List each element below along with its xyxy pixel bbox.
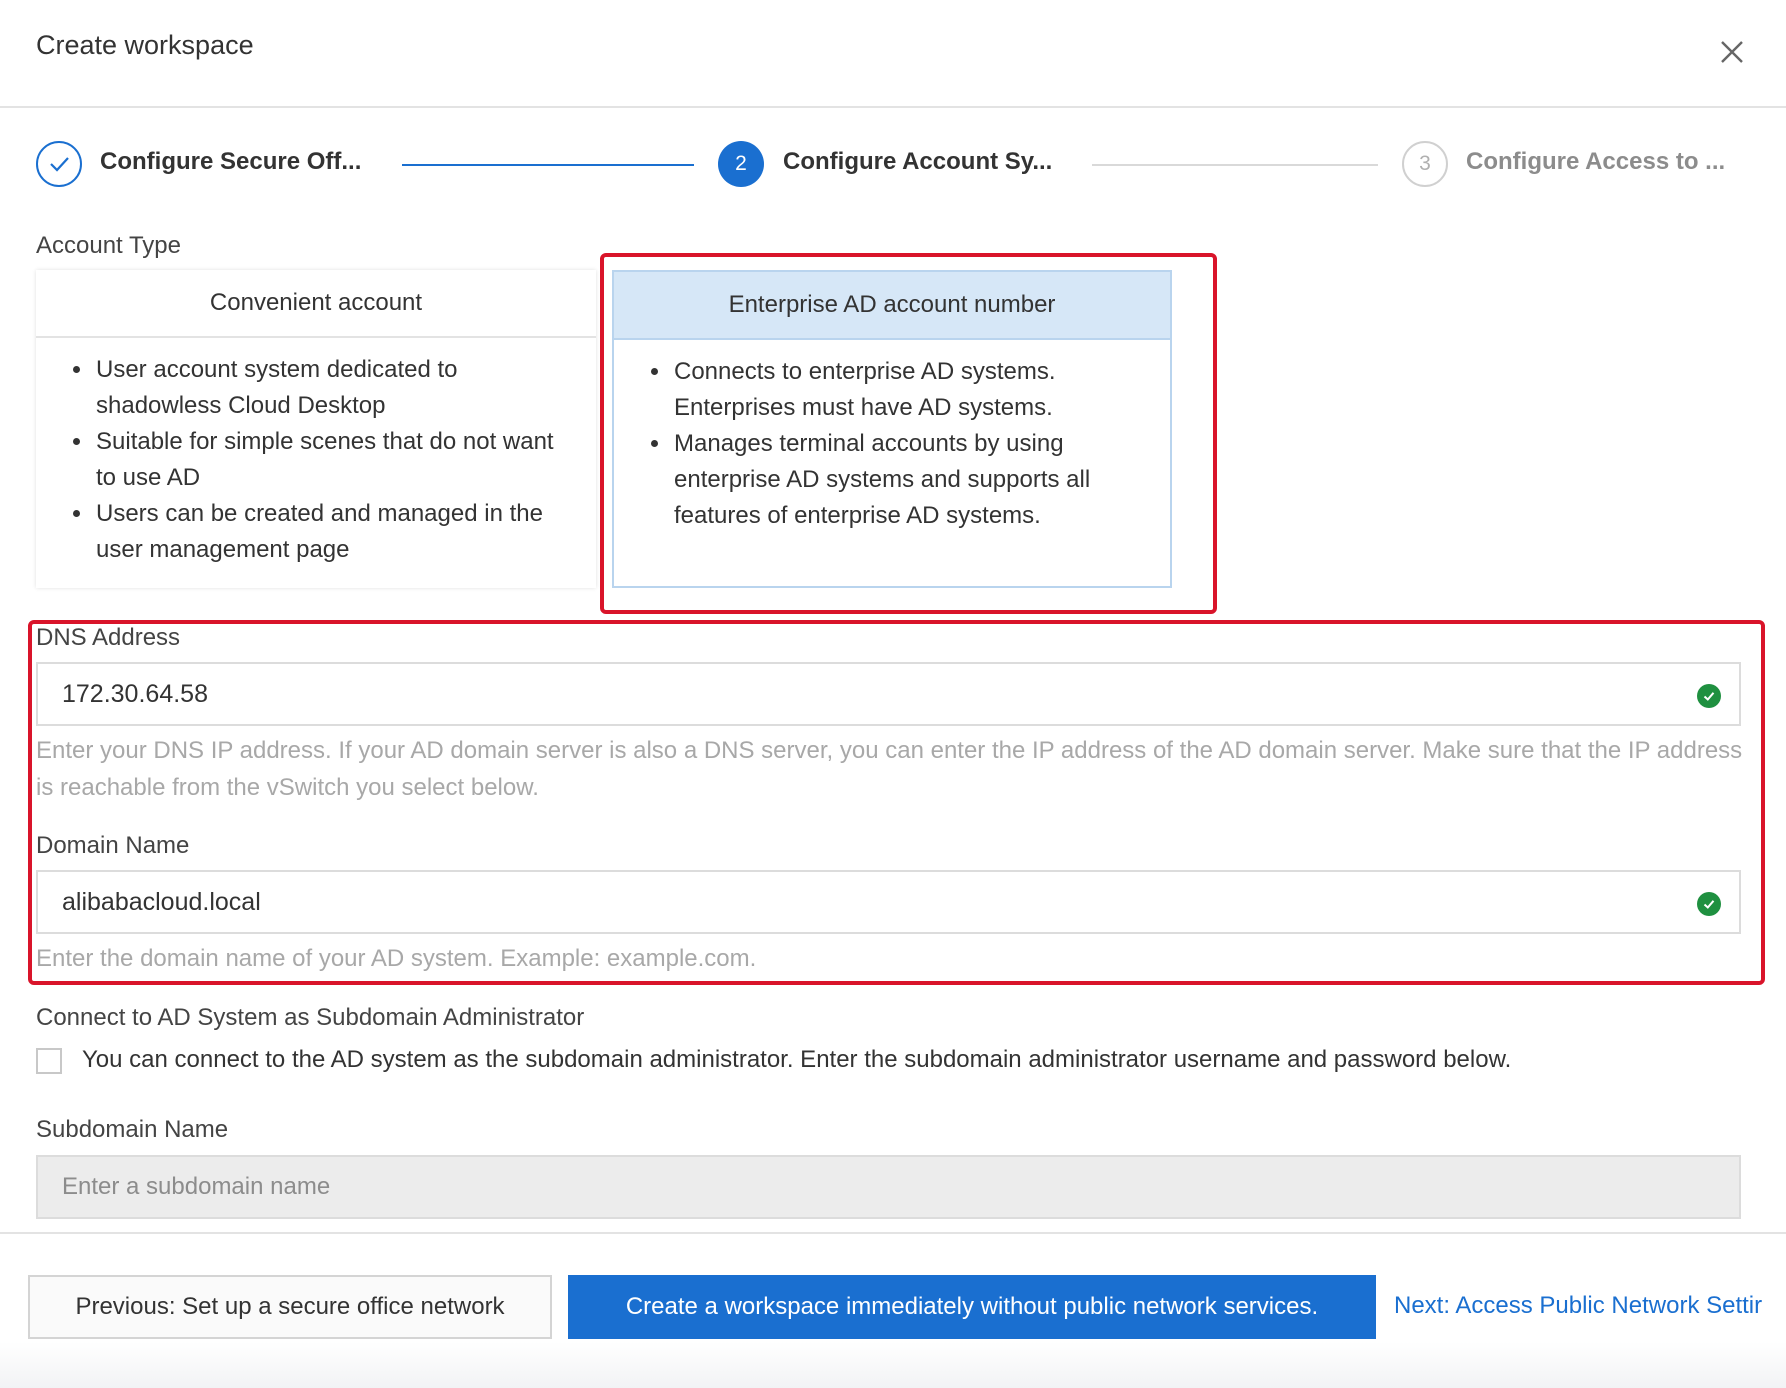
dns-address-value: 172.30.64.58: [62, 679, 208, 708]
step-1-check-icon: [36, 141, 82, 187]
highlight-box-dns-domain: [28, 620, 1765, 985]
close-icon[interactable]: [1718, 38, 1746, 66]
header-divider: [0, 106, 1786, 108]
enterprise-ad-account-title: Enterprise AD account number: [614, 272, 1170, 340]
highlight-box-account-type: [600, 253, 1217, 614]
list-item: • Manages terminal accounts by using enterprise AD systems and supports all features of enterprise AD systems.: [672, 426, 1140, 534]
dns-address-help: Enter your DNS IP address. If your AD domain server is also a DNS server, you can enter the IP address of the AD domain server. Make sure that the IP address is reachable from the vSwitch you select below.: [36, 737, 1743, 801]
subdomain-admin-checkbox-text: You can connect to the AD system as the subdomain administrator. Enter the subdomain administrator username and password below.: [82, 1046, 1512, 1073]
previous-button[interactable]: Previous: Set up a secure office network: [28, 1275, 552, 1339]
step-connector-1: [402, 164, 694, 166]
next-link[interactable]: Next: Access Public Network Settir: [1394, 1292, 1763, 1319]
list-item: • User account system dedicated to shadowless Cloud Desktop: [94, 352, 576, 424]
convenient-account-bullets: [36, 352, 596, 568]
subdomain-admin-label: Connect to AD System as Subdomain Administrator: [36, 1004, 585, 1031]
domain-name-help: Enter the domain name of your AD system. Example: example.com.: [36, 945, 757, 972]
domain-name-label: Domain Name: [36, 832, 190, 859]
step-1-label: Configure Secure Off...: [100, 148, 362, 175]
step-connector-2: [1092, 164, 1378, 166]
step-2-number: 2: [718, 141, 764, 187]
domain-name-value: alibabacloud.local: [62, 887, 261, 916]
dns-address-label: DNS Address: [36, 624, 181, 651]
subdomain-name-label: Subdomain Name: [36, 1116, 229, 1143]
step-2-label: Configure Account Sy...: [783, 148, 1053, 175]
list-item: • Suitable for simple scenes that do not want to use AD: [94, 424, 576, 496]
subdomain-admin-checkbox[interactable]: [36, 1048, 62, 1074]
subdomain-name-input[interactable]: [36, 1155, 1741, 1219]
list-item: • Connects to enterprise AD systems. Enterprises must have AD systems.: [672, 354, 1140, 426]
footer-divider: [0, 1232, 1786, 1234]
account-type-label: Account Type: [36, 232, 181, 259]
subdomain-name-placeholder: Enter a subdomain name: [62, 1173, 331, 1200]
convenient-account-card[interactable]: [36, 270, 596, 588]
create-workspace-button[interactable]: Create a workspace immediately without public network services.: [568, 1275, 1376, 1339]
convenient-account-title: Convenient account: [36, 270, 596, 338]
list-item: • Users can be created and managed in the user management page: [94, 496, 576, 568]
dialog-title: Create workspace: [36, 30, 254, 60]
step-3-number: 3: [1402, 141, 1448, 187]
step-3-label: Configure Access to ...: [1466, 148, 1726, 175]
